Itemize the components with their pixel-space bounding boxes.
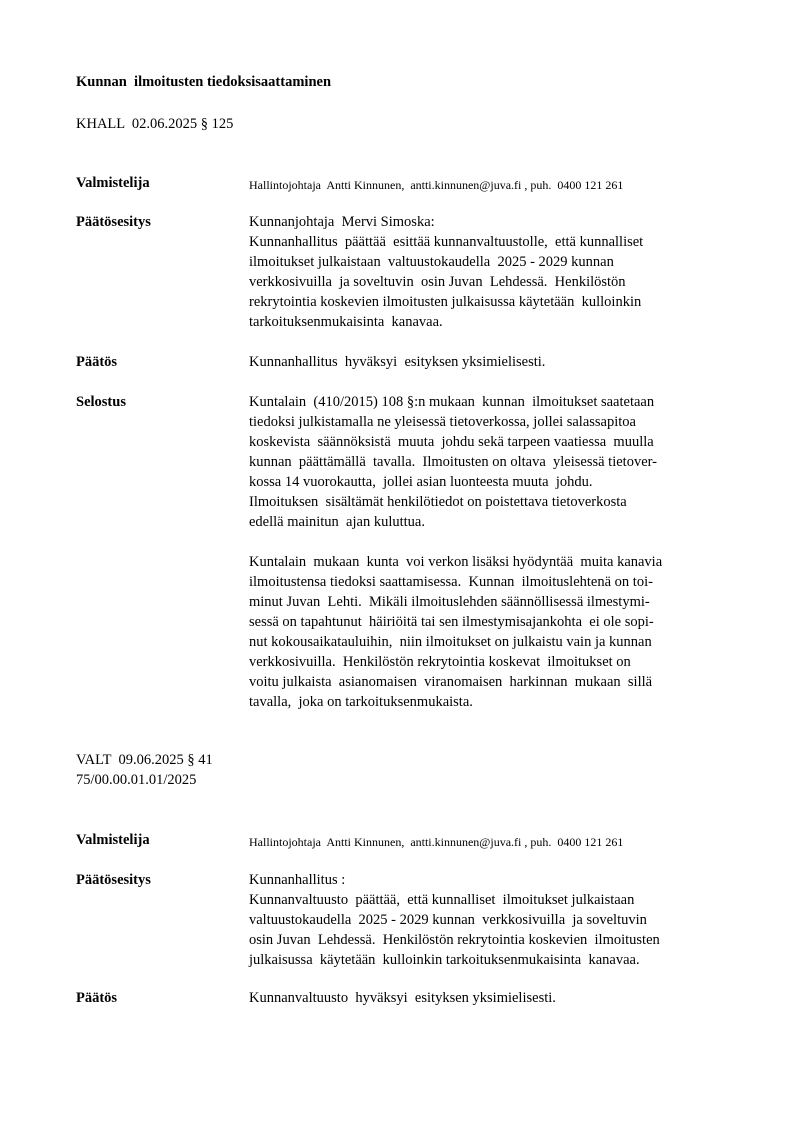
document-title: Kunnan ilmoitusten tiedoksisaattaminen	[76, 74, 332, 90]
paatosesitys-line: Kunnanhallitus :	[249, 872, 346, 888]
paatosesitys-text-2	[249, 870, 739, 970]
valmistelija-label-2: Valmistelija	[76, 832, 150, 848]
meeting-reference-valt: VALT 09.06.2025 § 41	[76, 752, 213, 768]
selostus-line: voitu julkaista asianomaisen viranomaisen harkinnan mukaan sillä	[249, 674, 653, 690]
selostus-line: sessä on tapahtunut häiriöitä tai sen ilmestymisajankohta ei ole sopi-	[249, 614, 654, 630]
selostus-line: minut Juvan Lehti. Mikäli ilmoituslehden säännöllisessä ilmestymi-	[249, 594, 650, 610]
selostus-line: nut kokousaikatauluihin, niin ilmoitukset on julkaistu vain ja kunnan	[249, 634, 652, 650]
paatosesitys-line: Kunnanvaltuusto päättää, että kunnalliset ilmoitukset julkaistaan	[249, 892, 635, 908]
selostus-label: Selostus	[76, 394, 126, 410]
paragraph-gap	[249, 532, 739, 552]
paatos-value-2: Kunnanvaltuusto hyväksyi esityksen yksimielisesti.	[249, 990, 556, 1006]
paatos-label-1: Päätös	[76, 354, 118, 370]
selostus-line: tavalla, joka on tarkoituksenmukaista.	[249, 694, 473, 710]
paatosesitys-line: tarkoituksenmukaisinta kanavaa.	[249, 314, 443, 330]
paatosesitys-line: Kunnanhallitus päättää esittää kunnanvaltuustolle, että kunnalliset	[249, 234, 644, 250]
selostus-line: koskevista säännöksistä muuta johdu sekä tarpeen vaatiessa muulla	[249, 434, 654, 450]
selostus-line: tiedoksi julkistamalla ne yleisessä tietoverkossa, jollei salassapitoa	[249, 414, 636, 430]
paatosesitys-label-1: Päätösesitys	[76, 214, 151, 230]
selostus-line: edellä mainitun ajan kuluttua.	[249, 514, 425, 530]
paatosesitys-line: julkaisussa käytetään kulloinkin tarkoituksenmukaisinta kanavaa.	[249, 952, 640, 968]
paatos-value-1: Kunnanhallitus hyväksyi esityksen yksimielisesti.	[249, 354, 546, 370]
paatos-label-2: Päätös	[76, 990, 118, 1006]
valmistelija-value-2: Hallintojohtaja Antti Kinnunen, antti.kinnunen@juva.fi , puh. 0400 121 261	[249, 835, 624, 849]
selostus-line: kunnan päättämällä tavalla. Ilmoitusten on oltava yleisessä tietover-	[249, 454, 657, 470]
selostus-line: Kuntalain (410/2015) 108 §:n mukaan kunnan ilmoitukset saatetaan	[249, 394, 655, 410]
meeting-reference-khall: KHALL 02.06.2025 § 125	[76, 116, 234, 132]
selostus-text	[249, 392, 739, 712]
paatosesitys-line: rekrytointia koskevien ilmoitusten julkaisussa käytetään kulloinkin	[249, 294, 642, 310]
paatosesitys-line: verkkosivuilla ja soveltuvin osin Juvan Lehdessä. Henkilöstön	[249, 274, 626, 290]
paatosesitys-line: osin Juvan Lehdessä. Henkilöstön rekrytointia koskevien ilmoitusten	[249, 932, 660, 948]
record-number: 75/00.00.01.01/2025	[76, 772, 197, 788]
selostus-line: Ilmoituksen sisältämät henkilötiedot on poistettava tietoverkosta	[249, 494, 627, 510]
selostus-line: kossa 14 vuorokautta, jollei asian luonteesta muuta johdu.	[249, 474, 593, 490]
paatosesitys-line: ilmoitukset julkaistaan valtuustokaudella 2025 - 2029 kunnan	[249, 254, 614, 270]
valmistelija-value-1: Hallintojohtaja Antti Kinnunen, antti.kinnunen@juva.fi , puh. 0400 121 261	[249, 178, 624, 192]
paatosesitys-line: valtuustokaudella 2025 - 2029 kunnan verkkosivuilla ja soveltuvin	[249, 912, 647, 928]
selostus-line: ilmoitustensa tiedoksi saattamisessa. Kunnan ilmoituslehtenä on toi-	[249, 574, 653, 590]
paatosesitys-label-2: Päätösesitys	[76, 872, 151, 888]
selostus-line: Kuntalain mukaan kunta voi verkon lisäksi hyödyntää muita kanavia	[249, 554, 663, 570]
paatosesitys-text-1	[249, 212, 739, 332]
paatosesitys-line: Kunnanjohtaja Mervi Simoska:	[249, 214, 435, 230]
selostus-line: verkkosivuilla. Henkilöstön rekrytointia koskevat ilmoitukset on	[249, 654, 631, 670]
valmistelija-label-1: Valmistelija	[76, 175, 150, 191]
